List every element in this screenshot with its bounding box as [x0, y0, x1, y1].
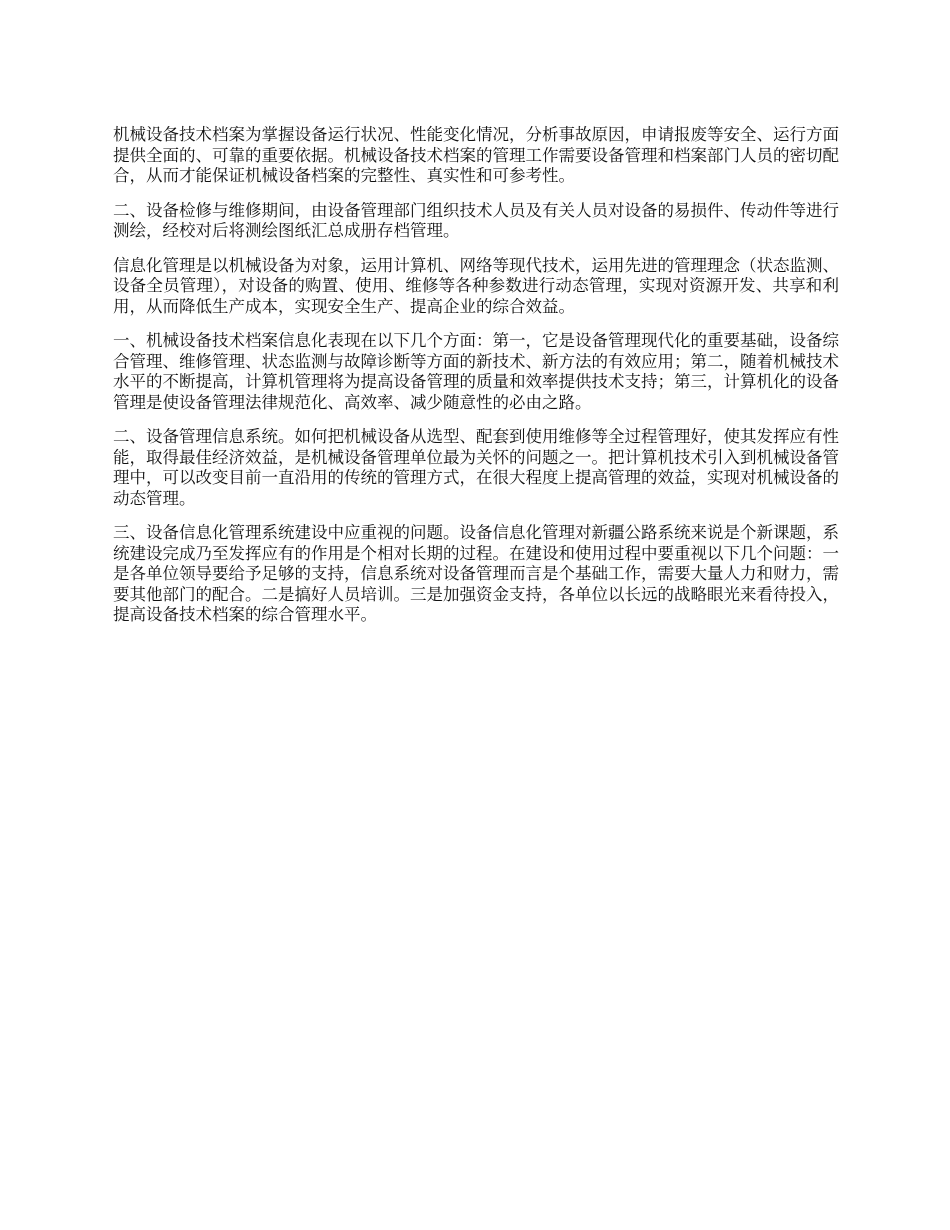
- paragraph-1: 机械设备技术档案为掌握设备运行状况、性能变化情况，分析事故原因，申请报废等安全、运行方面提供全面的、可靠的重要依据。机械设备技术档案的管理工作需要设备管理和档案部门人员的密切配合，从而才能保证机械设备档案的完整性、真实性和可参考性。: [113, 125, 839, 185]
- paragraph-5: 二、设备管理信息系统。如何把机械设备从选型、配套到使用维修等全过程管理好，使其发挥应有性能，取得最佳经济效益，是机械设备管理单位最为关怀的问题之一。把计算机技术引入到机械设备管理中，可以改变目前一直沿用的传统的管理方式，在很大程度上提高管理的效益，实现对机械设备的动态管理。: [113, 427, 839, 508]
- paragraph-3: 信息化管理是以机械设备为对象，运用计算机、网络等现代技术，运用先进的管理理念（状态监测、设备全员管理），对设备的购置、使用、维修等各种参数进行动态管理，实现对资源开发、共享和利用，从而降低生产成本，实现安全生产、提高企业的综合效益。: [113, 255, 839, 316]
- paragraph-4: 一、机械设备技术档案信息化表现在以下几个方面：第一，它是设备管理现代化的重要基础，设备综合管理、维修管理、状态监测与故障诊断等方面的新技术、新方法的有效应用；第二，随着机械技术水平的不断提高，计算机管理将为提高设备管理的质量和效率提供技术支持；第三，计算机化的设备管理是使设备管理法律规范化、高效率、减少随意性的必由之路。: [113, 331, 839, 412]
- paragraph-2: 二、设备检修与维修期间，由设备管理部门组织技术人员及有关人员对设备的易损件、传动件等进行测绘，经校对后将测绘图纸汇总成册存档管理。: [113, 200, 839, 240]
- document-body: [113, 125, 839, 640]
- paragraph-6: 三、设备信息化管理系统建设中应重视的问题。设备信息化管理对新疆公路系统来说是个新课题，系统建设完成乃至发挥应有的作用是个相对长期的过程。在建设和使用过程中要重视以下几个问题：一是各单位领导要给予足够的支持，信息系统对设备管理而言是个基础工作，需要大量人力和财力，需要其他部门的配合。二是搞好人员培训。三是加强资金支持，各单位以长远的战略眼光来看待投入，提高设备技术档案的综合管理水平。: [113, 523, 839, 624]
